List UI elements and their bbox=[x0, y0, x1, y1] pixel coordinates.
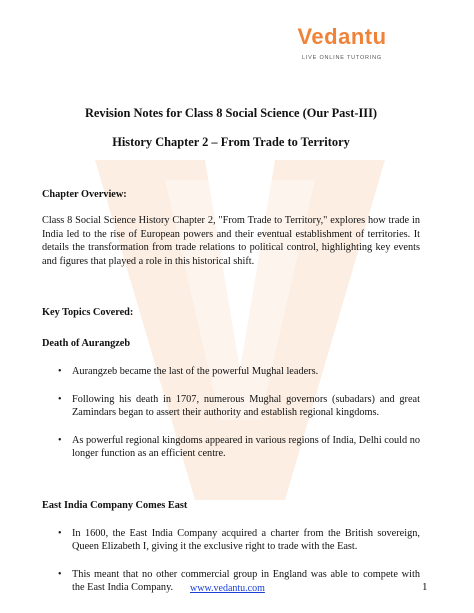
logo-tagline: LIVE ONLINE TUTORING bbox=[302, 55, 382, 61]
page-number: 1 bbox=[422, 581, 428, 593]
list-item-text: Following his death in 1707, numerous Mughal governors (subadars) and great Zamindars began to assert their authority and establish regional kingdoms. bbox=[72, 393, 420, 418]
footer-website-link[interactable]: www.vedantu.com bbox=[190, 583, 265, 594]
bullet-icon: • bbox=[58, 366, 62, 377]
svg-text:Vedantu: Vedantu bbox=[297, 24, 387, 49]
aurangzeb-bullet-list bbox=[42, 365, 420, 461]
list-item-text: As powerful regional kingdoms appeared in various regions of India, Delhi could no longer function as an efficient centre. bbox=[72, 434, 421, 459]
bullet-icon: • bbox=[58, 434, 62, 446]
vedantu-logo bbox=[282, 24, 402, 61]
list-item-text: In 1600, the East India Company acquired a charter from the British sovereign, Queen Elizabeth I, giving it the exclusive right to trade with the East. bbox=[72, 527, 420, 552]
list-item-text: Aurangzeb became the last of the powerful Mughal leaders. bbox=[72, 366, 319, 377]
overview-paragraph: Class 8 Social Science History Chapter 2, "From Trade to Territory," explores how trade in India led to the rise of European powers and their eventual establishment of territories. It details the transformation from trade relations to political control, highlighting key events and figures that played a role in this historical shift. bbox=[42, 215, 420, 267]
logo-wordmark bbox=[282, 24, 402, 56]
list-item bbox=[42, 434, 420, 461]
document-body bbox=[42, 105, 420, 595]
vedantu-logo-icon bbox=[290, 24, 394, 50]
key-topics-heading: Key Topics Covered: bbox=[42, 307, 134, 318]
list-item bbox=[42, 527, 420, 554]
bullet-icon: • bbox=[58, 568, 62, 580]
section-heading-aurangzeb: Death of Aurangzeb bbox=[42, 338, 131, 349]
list-item bbox=[42, 365, 420, 379]
section-heading-east-india: East India Company Comes East bbox=[42, 499, 188, 511]
bullet-icon: • bbox=[58, 527, 62, 539]
bullet-icon: • bbox=[58, 393, 62, 405]
overview-heading: Chapter Overview: bbox=[42, 189, 127, 200]
document-subtitle: History Chapter 2 – From Trade to Territory bbox=[112, 135, 350, 149]
list-item-text: This meant that no other commercial group in England was able to compete with the East India Company. bbox=[72, 568, 420, 593]
document-title: Revision Notes for Class 8 Social Science (Our Past-III) bbox=[84, 106, 378, 120]
list-item bbox=[42, 393, 420, 420]
